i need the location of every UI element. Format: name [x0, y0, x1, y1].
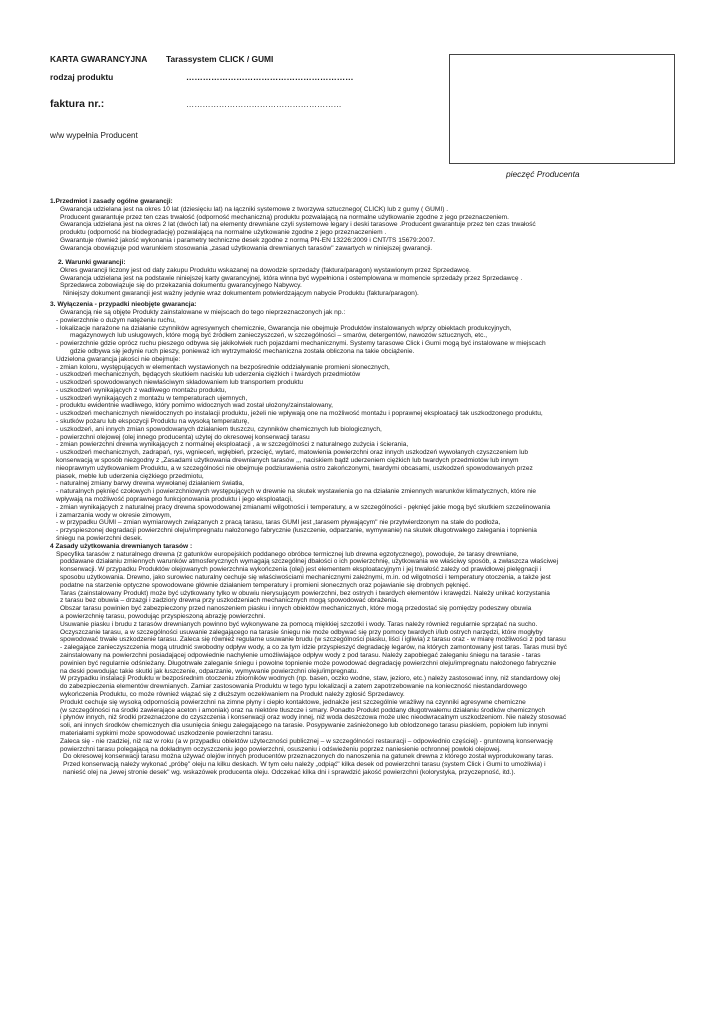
- text-line: zainstalowany na powierzchni posiadającej odpowiednie nachylenie umożliwiające odpływ wody z pod tarasu. Należy zapobiegać zaleganiu śniegu na tarasie - taras: [60, 651, 541, 659]
- text-line: wykończenia Produktu, co może również wiązać się z dłuższym oczekiwaniem na Produkt należy zgłosić Sprzedawcy.: [60, 690, 405, 698]
- text-line: piasek, meble lub uderzenia ciężkiego przedmiotu,: [56, 472, 204, 480]
- text-line: Okres gwarancji liczony jest od daty zakupu Produktu wskazanej na dowodzie sprzedaży (faktura/paragon) wystawionym przez Sprzedawcę.: [60, 266, 471, 274]
- text-line: magazynowych lub usługowych, które mogą być źródłem zanieczyszczeń, w szczególności – smarów, detergentów, nawozów sztucznych, etc.,: [70, 332, 488, 340]
- invoice-label: faktura nr.:: [50, 98, 105, 110]
- text-line: Usuwanie piasku i brudu z tarasów drewnianych powinno być wykonywane za pomocą miękkiej szczotki i wody. Taras należy również regularnie sprzątać na sucho.: [60, 620, 538, 628]
- section-heading: 4 Zasady użytkowania drewnianych tarasów :: [50, 542, 193, 550]
- text-line: - uszkodzeń mechanicznych, zadrapań, rys, wgnieceń, wgłębień, przecięć, wytarć, matowienia powierzchni oraz innych uszkodzeń wywołanych czyszczeniem lub: [56, 449, 529, 457]
- text-line: (w szczególności na środki zawierające aceton i amoniak) oraz na niektóre tłuszcze i smary. Ponadto Produkt poddany długotrwałemu działaniu środków chemicznych: [60, 706, 546, 714]
- text-line: wpływają na możliwość poprawnego funkcjonowania produktu i jego eksploatacji,: [56, 496, 293, 504]
- product-system: Tarassystem CLICK / GUMI: [166, 54, 274, 64]
- text-line: - uszkodzeń spowodowanych niewłaściwym składowaniem lub transportem produktu: [56, 379, 304, 387]
- text-line: Taras (zainstalowany Produkt) może być użytkowany tylko w obuwiu nierysującym powierzchni, bez ostrych i twardych elementów i krawędzi. Należy unikać korzystania: [60, 589, 550, 597]
- text-line: - powierzchnie gdzie oprócz ruchu pieszego odbywa się jakikolwiek ruch pojazdami mechanicznymi. Systemy tarasowe Click i Gumi mogą być instalowane w miejscach: [56, 340, 546, 348]
- text-line: - zmian wynikających z naturalnej pracy drewna spowodowanej zmianami wilgotności i temperatury, a w szczególności - pęknięć jakie mogą być skutkiem szczelinowania: [56, 503, 551, 511]
- text-line: konserwacji. W przypadku Produktów olejowanych powierzchnia wykończenia (olej) jest elementem eksploatacyjnym i jej trwałość zależy od prawidłowej pielęgnacji i: [60, 566, 542, 574]
- text-line: poddawane działaniu zmiennych warunków atmosferycznych wymagają szczególnej dbałości o ich powierzchnię, użytkowania we właściwy sposób, a zwłaszcza właściwej: [60, 558, 559, 566]
- text-line: Do okresowej konserwacji tarasu można używać olejów innych producentów przeznaczonych do nanoszenia na gatunek drewna z którego został wyprodukowany taras.: [63, 753, 554, 761]
- text-line: - powierzchni olejowej (olej innego producenta) użytej do okresowej konserwacji tarasu: [56, 433, 310, 441]
- text-line: Udzielona gwarancja jakości nie obejmuje:: [56, 355, 181, 363]
- filled-by-note: w/w wypełnia Producent: [50, 131, 138, 140]
- text-line: i płynów innych, niż środki przeznaczone do czyszczenia i konserwacji oraz wody innej, niż woda deszczowa może ulec nieodwracalnym uszkodzeniom. Nie należy stosować: [60, 714, 567, 722]
- text-line: Obszar tarasu powinien być zabezpieczony przed nanoszeniem piasku i innych obiektów mechanicznych, które mogą przedostać się pomiędzy podeszwy obuwia: [60, 605, 532, 613]
- stamp-caption: pieczęć Producenta: [506, 169, 580, 179]
- text-line: produktu (odporność na biodegradację) pozwalającą na normalne użytkowanie zgodne z jego przeznaczeniem .: [60, 229, 387, 237]
- text-line: Gwarancja udzielana jest na podstawie niniejszej karty gwarancyjnej, która winna być wypełniona i ostemplowana w momencie sprzedaży przez Sprzedawcę .: [60, 274, 523, 282]
- text-line: a powierzchnię tarasu, powodując przyspieszoną abrazję powierzchni.: [60, 613, 266, 620]
- text-line: Gwarancją nie są objęte Produkty zainstalowane w miejscach do tego nieprzeznaczonych jak np.:: [60, 308, 346, 316]
- text-line: - w przypadku GUMI – zmian wymiarowych związanych z pracą tarasu, taras GUMI jest „tarasem pływającym" nie przytwierdzonym na stałe do podłoża,: [56, 519, 501, 527]
- invoice-dots: …………………………………………………: [186, 100, 342, 109]
- warranty-terms: [50, 198, 680, 777]
- text-line: - przyspieszonej degradacji powierzchni oleju/impregnatu nałożonego fabrycznie (łuszczenie, odparzanie, wymywanie) na skutek długotrwałego zalegania i topnienia: [56, 527, 537, 535]
- section-heading: 2. Warunki gwarancji:: [58, 258, 126, 266]
- text-line: Producent gwarantuje przez ten czas trwałość (odporność mechaniczną) produktu pozwalającą na normalne użytkowanie zgodne z jego przeznaczeniem.: [60, 213, 509, 221]
- text-line: W przypadku instalacji Produktu w bezpośrednim otoczeniu zbiorników wodnych (np. basen, oczko wodne, staw, jezioro, etc.) należy zastosować inny, niż standardowy olej: [60, 675, 561, 683]
- text-line: soli, ani innych środków chemicznych dla usunięcia śniegu zalegającego na tarasie. Posypywanie zaśnieżonego lub oblodzonego tarasu piaskiem, popiołem lub innymi: [60, 722, 548, 730]
- text-line: - lokalizacje narażone na działanie czynników agresywnych chemicznie, Gwarancja nie obejmuje Produktów instalowanych w/przy obiektach produkcyjnych,: [56, 324, 512, 332]
- text-line: konserwacją w sposób niezgodny z „Zasadami użytkowania drewnianych tarasów ,,, naciskiem bądź uderzeniem ciężkich lub twardych przedmiotów lub innym: [56, 457, 519, 465]
- text-line: powierzchni tarasu polegającą na dokładnym oczyszczeniu jego powierzchni, osuszeniu i odświeżeniu poprzez naniesienie ochronnej powłoki olejowej.: [60, 745, 501, 753]
- text-line: - uszkodzeń mechanicznych, będących skutkiem nacisku lub uderzenia ciężkich i twardych przedmiotów: [56, 371, 361, 379]
- text-line: spowodować trwałe uszkodzenie tarasu. Zaleca się również regularne usuwanie brudu (w szczególności piasku, liści i igliwia) z tarasu oraz - w miarę możliwości z pod tarasu: [60, 636, 566, 644]
- text-line: Produkt cechuje się wysoką odpornością powierzchni na zimne płyny i ciepło kontaktowe, jednakże jest szczególnie wrażliwy na czynniki agresywne chemiczne: [60, 698, 526, 706]
- text-line: Oczyszczanie tarasu, a w szczególności usuwanie zalegającego na tarasie śniegu nie może odbywać się przy pomocy twardych i/lub ostrych narzędzi, które mogłyby: [60, 628, 543, 636]
- text-line: Sprzedawca zobowiązuje się do przekazania dokumentu gwarancyjnego Nabywcy.: [60, 282, 302, 290]
- text-line: - produktu ewidentnie wadliwego, który pomimo widocznych wad został ułożony/zainstalowany,: [56, 402, 333, 410]
- text-line: Zaleca się - nie rzadziej, niż raz w roku (a w przypadku obiektów użyteczności publicznej – w szczególności restauracji – odpowiednio częściej) - gruntowną konserwację: [60, 737, 553, 745]
- text-line: - uszkodzeń, ani innych zmian spowodowanych działaniem tłuszczu, czynników chemicznych lub biologicznych,: [56, 425, 382, 433]
- text-line: do zabezpieczenia elementów drewnianych. Zamiar zastosowania Produktu w tego typu lokalizacji a zatem zapotrzebowanie na konieczność niestandardowego: [60, 683, 527, 691]
- text-line: nieoprawnym użytkowaniem Produktu, a w szczególności nie obejmuje podziurawienia ostro zakończonymi, twardymi obcasami, uszkodzeń spowodowanych przez: [56, 464, 533, 472]
- text-line: - powierzchnie o dużym natężeniu ruchu,: [56, 316, 176, 324]
- product-type-label: rodzaj produktu: [50, 72, 114, 82]
- text-line: - zmian koloru, występujących w elementach wystawionych na bezpośrednie oddziaływanie promieni słonecznych,: [56, 363, 390, 371]
- section-heading: 1.Przedmiot i zasady ogólne gwarancji:: [50, 198, 173, 205]
- text-line: nanieść olej na „lewej stronie desek" wg. wskazówek producenta oleju. Odczekać kilka dni i sprawdzić jakość powierzchni (kolorystyka, przyczepność, itd.).: [63, 768, 516, 776]
- text-line: Gwarancja obowiązuje pod warunkiem stosowania „zasad użytkowania drewnianych tarasów" zawartych w niniejszej gwarancji.: [60, 244, 433, 252]
- section-heading: 3. Wyłączenia - przypadki nieobjęte gwarancja:: [50, 301, 197, 309]
- text-line: Gwarancja udzielana jest na okres 2 lat (dwóch lat) na elementy drewniane czyli systemowe legary i deski tarasowe .Producent gwarantuje przez ten czas trwałość: [60, 221, 536, 229]
- text-line: - skutków pożaru lub ekspozycji Produktu na wysoką temperaturę,: [56, 418, 250, 426]
- text-line: - naturalnej zmiany barwy drewna wywołanej działaniem światła,: [56, 480, 245, 488]
- text-line: z tarasu bez obuwia – drzazgi i zadziory drewna przy uszkodzeniach mechanicznych mogą spowodować obrażenia.: [60, 597, 399, 605]
- text-line: - zmian powierzchni drewna wynikających z normalnej eksploatacji , a w szczególności z naturalnego zużycia i ścierania,: [56, 441, 409, 449]
- text-line: Niniejszy dokument gwarancji jest ważny jedynie wraz dokumentem potwierdzającym nabycie Produktu (faktura/paragon).: [63, 290, 419, 298]
- text-line: - uszkodzeń wynikających z montażu w temperaturach ujemnych,: [56, 394, 248, 402]
- stamp-box: [449, 54, 675, 164]
- text-line: i zamarzania wody w okresie zimowym,: [56, 511, 172, 519]
- text-line: powinien być regularnie odśnieżany. Długotrwałe zaleganie śniegu i powolne topnienie może powodować degradację powierzchni oleju/impregnatu nałożonego fabrycznie: [60, 659, 557, 667]
- card-title: KARTA GWARANCYJNA: [50, 54, 148, 64]
- text-line: Gwarancja udzielana jest na okres 10 lat (dziesięciu lat) na łączniki systemowe z tworzywa sztucznego( CLICK) lub z gumy ( GUMI) .: [60, 205, 449, 213]
- text-line: gdzie odbywa się jedynie ruch pieszy, ponieważ ich wytrzymałość mechaniczna została obliczona na takie obciążenie.: [70, 347, 415, 355]
- text-line: sposobu użytkowania. Drewno, jako surowiec naturalny cechuje się właściwościami mechanicznymi zależnymi, m.in. od wilgotności i temperatury otoczenia, a także jest: [60, 574, 551, 582]
- text-line: śniegu na powierzchni desek.: [56, 535, 143, 543]
- text-line: Gwarantuje również jakość wykonania i parametry techniczne desek zgodne z normą PN-EN 13226:2009 i CNT/TS 15679:2007.: [60, 236, 435, 244]
- text-line: Przed konserwacją należy wykonać „próbę" oleju na kilku deskach. W tym celu należy „odpiąć" kilka desek od powierzchni tarasu (system Click i Gumi to umożliwia) i: [63, 761, 546, 769]
- product-type-dots: ……………………………………………………: [186, 72, 354, 82]
- text-line: - uszkodzeń mechanicznych niewidocznych po instalacji produktu, jeżeli nie wpływają one na możliwość montażu i poprawnej eksploatacji tak uszkodzonego produktu,: [56, 410, 543, 418]
- text-line: - zalegające zanieczyszczenia mogą utrudnić swobodny odpływ wody, a co za tym idzie przyspieszyć degradację legarów, na których zamontowany jest taras. Taras musi być: [60, 644, 567, 652]
- text-line: - uszkodzeń wynikających z wadliwego montażu produktu,: [56, 386, 227, 394]
- text-line: - naturalnych pęknięć czołowych i powierzchniowych występujących w drewnie na skutek wystawienia go na działanie zmiennych warunków klimatycznych, które nie: [56, 488, 537, 496]
- text-line: Specyfika tarasów z naturalnego drewna (z gatunków europejskich poddanego obróbce termicznej lub drewna egzotycznego), powoduje, że tarasy drewniane,: [56, 550, 519, 558]
- text-line: na deski powodując takie skutki jak łuszczenie, odparzanie, wymywanie powierzchni oleju/impregnatu.: [60, 667, 359, 675]
- text-line: podatne na starzenie optyczne spowodowane głównie działaniem temperatury i promieni słonecznych oraz pojawianie się drobnych pęknięć.: [60, 581, 471, 589]
- text-line: materiałami sypkimi może spowodować uszkodzenie powierzchni tarasu.: [60, 729, 273, 737]
